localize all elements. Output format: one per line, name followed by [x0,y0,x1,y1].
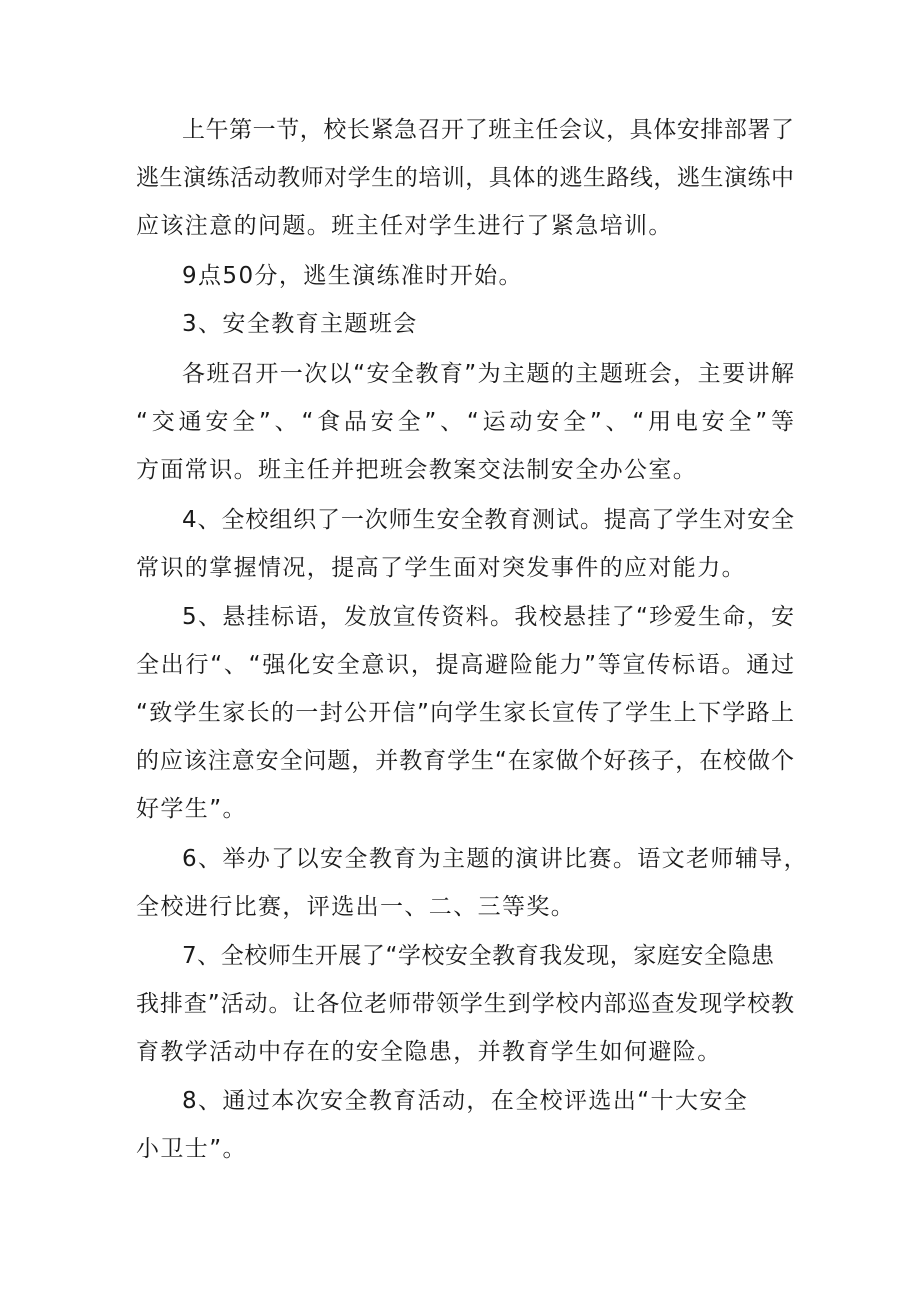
paragraph-line: 各班召开一次以“安全教育”为主题的主题班会，主要讲解 [182,361,794,387]
paragraph-line: 6、举办了以安全教育为主题的演讲比赛。语文老师辅导， [182,846,809,872]
paragraph-line: 全出行“、“强化安全意识，提高避险能力”等宣传标语。通过 [136,652,794,678]
paragraph-line: 5、悬挂标语，发放宣传资料。我校悬挂了“珍爱生命，安 [182,604,794,630]
paragraph-line: 好学生”。 [136,796,247,822]
paragraph-line: 4、全校组织了一次师生安全教育测试。提高了学生对安全 [182,507,794,533]
paragraph-line: 上午第一节，校长紧急召开了班主任会议，具体安排部署了 [182,117,794,143]
paragraph-line: 7、全校师生开展了“学校安全教育我发现，家庭安全隐患 [182,943,774,969]
paragraph-line: 应该注意的问题。班主任对学生进行了紧急培训。 [136,213,673,239]
paragraph-line: 方面常识。班主任并把班会教案交法制安全办公室。 [136,457,698,483]
paragraph-line: 逃生演练活动教师对学生的培训，具体的逃生路线，逃生演练中 [136,165,794,191]
paragraph-line: 我排查”活动。让各位老师带领学生到学校内部巡查发现学校教 [136,991,794,1017]
paragraph-line: 常识的掌握情况，提高了学生面对突发事件的应对能力。 [136,555,746,581]
paragraph-line: 9点50分，逃生演练准时开始。 [182,263,523,289]
paragraph-line: “交通安全”、“食品安全”、“运动安全”、“用电安全”等 [136,409,794,435]
paragraph-line: 育教学活动中存在的安全隐患，并教育学生如何避险。 [136,1039,722,1065]
paragraph-line: “致学生家长的一封公开信”向学生家长宣传了学生上下学路上 [136,700,794,726]
paragraph-line: 的应该注意安全问题，并教育学生“在家做个好孩子，在校做个 [136,748,794,774]
paragraph-line: 小卫士”。 [136,1136,247,1162]
section-heading: 3、安全教育主题班会 [182,311,418,337]
paragraph-line: 8、通过本次安全教育活动，在全校评选出“十大安全 [182,1088,749,1114]
paragraph-line: 全校进行比赛，评选出一、二、三等奖。 [136,894,576,920]
